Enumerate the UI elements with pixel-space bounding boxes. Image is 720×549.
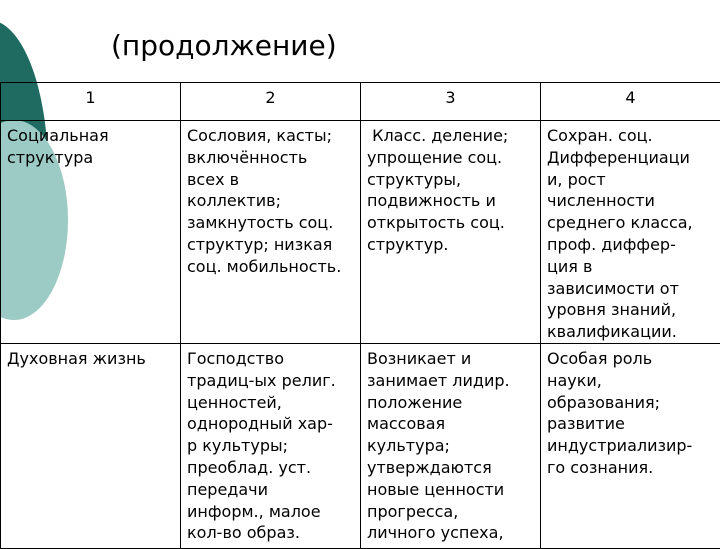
header-cell-1: 1 — [1, 83, 181, 121]
header-cell-3: 3 — [361, 83, 541, 121]
table-cell — [361, 121, 541, 344]
cell-text: Сословия, касты; включённость всех в коллектив; замкнутость соц. структур; низкая соц. мобильность. — [187, 125, 356, 278]
header-cell-2: 2 — [181, 83, 361, 121]
cell-text: Класс. деление; упрощение соц. структуры, подвижность и открытость соц. структур. — [367, 125, 536, 256]
table-cell — [181, 121, 361, 344]
table-cell — [541, 121, 720, 344]
cell-text: Сохран. соц. Дифференциаци и, рост численности среднего класса, проф. диффер- ция в зависимости от уровня знаний, квалификации. — [547, 125, 716, 343]
row-label-text: Социальная структура — [7, 125, 176, 169]
row-label-text: Духовная жизнь — [7, 348, 176, 370]
cell-text: Господство традиц-ых религ. ценностей, однородный хар- р культуры; преоблад. уст. передачи информ., малое кол-во образ. — [187, 348, 356, 544]
comparison-table — [0, 82, 720, 549]
row-label-spiritual-life — [1, 343, 181, 548]
table-cell — [181, 343, 361, 548]
table-cell — [541, 343, 720, 548]
header-cell-4: 4 — [541, 83, 720, 121]
cell-text: Возникает и занимает лидир. положение массовая культура; утверждаются новые ценности прогресса, личного успеха, — [367, 348, 536, 544]
table-row — [1, 121, 720, 344]
table-header-row — [1, 83, 720, 121]
slide-title: (продолжение) — [111, 26, 337, 66]
table-row — [1, 343, 720, 548]
table-cell — [361, 343, 541, 548]
cell-text: Особая роль науки, образования; развитие индустриализир- го сознания. — [547, 348, 716, 479]
row-label-social-structure — [1, 121, 181, 344]
